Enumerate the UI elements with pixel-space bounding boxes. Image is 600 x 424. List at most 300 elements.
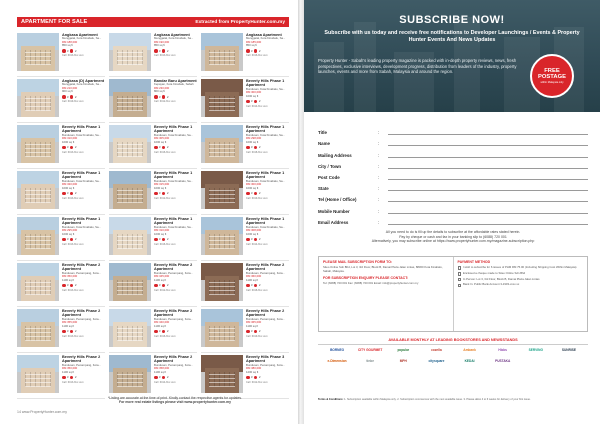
listing-info	[59, 263, 105, 304]
listing-info	[59, 171, 105, 212]
listing-info	[243, 125, 289, 166]
listing-size: 1100 sq ft	[246, 323, 259, 328]
listing-baths: 2	[74, 237, 77, 241]
listing-info	[151, 355, 197, 396]
listing-baths: 2	[74, 49, 77, 53]
listing-item[interactable]	[109, 123, 197, 169]
listing-photo	[201, 309, 243, 347]
listing-size: 1000 sq ft	[154, 231, 167, 236]
listing-size: 1000 sq ft	[154, 139, 167, 144]
bed-icon	[154, 191, 161, 196]
payment-option-label: Bank In: Public Bank Account 3-1903-xxxx-xx	[463, 282, 520, 287]
listing-contact: Call: 6012-8xx xxxx	[154, 196, 176, 200]
form-field-label: City / Town	[318, 163, 342, 169]
listing-photo	[109, 309, 151, 347]
bath-icon	[162, 145, 169, 150]
listing-photo	[201, 355, 243, 393]
listing-info	[151, 33, 197, 74]
listing-baths: 2	[258, 237, 261, 241]
listing-size: 1100 sq ft	[62, 369, 75, 374]
listing-beds: 3	[67, 237, 69, 241]
form-field-colon: :	[378, 208, 380, 214]
listing-title: Beverly Hills Phase 1 Apartment	[246, 79, 285, 88]
listing-photo	[17, 79, 59, 117]
listing-beds: 3	[67, 191, 69, 195]
listing-location: Bundusan, Kota Kinabalu, Sa...	[154, 132, 193, 137]
bed-icon	[246, 191, 253, 196]
form-field-colon: :	[378, 174, 380, 180]
listing-beds: 3	[159, 145, 161, 149]
listing-contact: Call: 6014-8xx xxxx	[246, 104, 268, 108]
listing-location: Bundusan, Penampang, Kota...	[246, 316, 285, 321]
page-number: 14 www.PropertyHunter.com.my	[17, 410, 67, 414]
form-field-input[interactable]	[388, 152, 588, 158]
listing-item[interactable]	[201, 353, 289, 399]
instruction-line: All you need to do is fill up the details to subscribe at the affordable rates stated herein.	[385, 230, 521, 234]
listing-baths: 2	[258, 191, 261, 195]
bed-icon	[62, 283, 69, 288]
listing-baths: 2	[166, 375, 169, 379]
listing-photo	[201, 125, 243, 163]
bed-icon	[62, 237, 69, 242]
listing-contact: Call: 6018-8xx xxxx	[246, 150, 268, 154]
listing-price: RM 345,000	[154, 274, 170, 279]
listing-photo	[17, 125, 59, 163]
listing-title: Beverly Hills Phase 1 Apartment	[154, 171, 193, 180]
bath-icon	[254, 49, 261, 53]
form-field-label: Mailing Address	[318, 152, 352, 158]
payment-option-label: In Person: Lot 3, 3rd Floor, Block B, Damai Plaza Jalan Lintas	[463, 276, 540, 281]
listing-baths: 2	[166, 237, 169, 241]
listing-beds: 3	[251, 191, 253, 195]
listing-price: RM 358,000	[154, 366, 170, 371]
subscribe-hero	[304, 0, 600, 112]
checkbox[interactable]	[458, 278, 462, 282]
form-row	[318, 214, 588, 225]
bath-icon	[70, 95, 77, 99]
payment-option[interactable]	[458, 278, 584, 282]
form-row	[318, 180, 588, 191]
listing-location: Menggatal, Kota Kinabalu, Sa...	[246, 36, 286, 41]
form-field-input[interactable]	[388, 163, 588, 169]
bath-icon	[254, 283, 261, 288]
listing-location: Menggatal, Kota Kinabalu, Sa...	[62, 82, 102, 87]
listing-contact: Call: 6012-8xx xxxx	[154, 100, 176, 104]
listing-size: 1000 sq ft	[62, 139, 75, 144]
listing-baths: 2	[258, 329, 261, 333]
listing-baths: 2	[166, 95, 169, 99]
listing-photo	[17, 33, 59, 71]
listing-photo	[17, 217, 59, 255]
badge-free: FREE	[544, 67, 560, 74]
listing-location: Bundusan, Kota Kinabalu, Sa...	[62, 178, 101, 183]
listing-beds: 3	[159, 95, 161, 99]
listing-location: Bundusan, Kota Kinabalu, Sa...	[246, 224, 285, 229]
form-field-label: Title	[318, 130, 327, 136]
listing-location: Bundusan, Kota Kinabalu, Sa...	[246, 132, 285, 137]
checkbox[interactable]	[458, 272, 462, 276]
bed-icon	[246, 375, 253, 380]
bed-icon	[154, 375, 161, 380]
listing-beds: 3	[67, 49, 69, 53]
listing-item[interactable]	[17, 261, 105, 307]
bath-icon	[70, 145, 77, 150]
listing-info	[243, 79, 289, 120]
payment-option[interactable]	[458, 266, 584, 270]
listing-size: 1100 sq ft	[154, 277, 167, 282]
listing-beds: 3	[67, 283, 69, 287]
listing-location: Bundusan, Penampang, Kota...	[154, 362, 193, 367]
bath-icon	[162, 49, 169, 53]
bath-icon	[254, 145, 261, 150]
form-field-colon: :	[378, 197, 380, 203]
listing-info	[243, 355, 289, 396]
bath-icon	[254, 375, 261, 380]
listing-item[interactable]	[109, 307, 197, 353]
bath-icon	[162, 283, 169, 288]
stockist-logo: e-Dimension	[327, 358, 347, 363]
listing-photo	[17, 171, 59, 209]
stockist-logo: Hicks	[498, 347, 507, 352]
listing-beds: 3	[251, 99, 253, 103]
listing-beds: 3	[159, 49, 161, 53]
bath-icon	[70, 283, 77, 288]
listing-title: Angkasa (D) Apartment	[62, 79, 105, 83]
stockist-logo: BORNEO	[330, 347, 345, 352]
listing-baths: 2	[258, 375, 261, 379]
listing-item[interactable]	[109, 353, 197, 399]
listing-contact: Call: 6019-8xx xxxx	[62, 100, 84, 104]
listing-price: RM 365,000	[246, 320, 262, 325]
listing-location: Bundusan, Penampang, Kota...	[246, 270, 285, 275]
stockist-logo: SUNRISE	[561, 347, 577, 352]
listing-title: Beverly Hills Phase 1 Apartment	[154, 125, 193, 134]
listing-photo	[201, 263, 243, 301]
listing-title: Beverly Hills Phase 1 Apartment	[246, 171, 285, 180]
listing-item[interactable]	[17, 123, 105, 169]
listing-location: Bundusan, Kota Kinabalu, Sa...	[62, 224, 101, 229]
bed-icon	[62, 329, 69, 334]
listing-photo	[109, 217, 151, 255]
listing-item[interactable]	[109, 261, 197, 307]
listing-beds: 3	[159, 237, 161, 241]
listing-contact: Call: 6013-8xx xxxx	[62, 288, 84, 292]
listing-info	[151, 171, 197, 212]
form-row	[318, 191, 588, 202]
listing-info	[243, 309, 289, 350]
listing-beds: 3	[251, 49, 253, 53]
listing-size: 1100 sq ft	[62, 323, 75, 328]
listing-info	[59, 355, 105, 396]
listing-beds: 3	[251, 237, 253, 241]
listing-location: Bundusan, Penampang, Kota...	[62, 316, 101, 321]
listing-photo	[109, 33, 151, 71]
listing-item[interactable]	[109, 169, 197, 215]
listing-item[interactable]	[17, 307, 105, 353]
form-field-input[interactable]	[388, 129, 588, 135]
listing-contact: Call: 6016-8xx xxxx	[154, 242, 176, 246]
listing-size: 1000 sq ft	[246, 185, 259, 190]
listing-title: Beverly Hills Phase 1 Apartment	[62, 171, 101, 180]
listing-info	[59, 33, 105, 74]
listing-title: Beverly Hills Phase 2 Apartment	[154, 263, 193, 272]
listing-price: RM 380,000	[246, 366, 262, 371]
enquiry-heading: FOR SUBSCRIPTION ENQUIRY PLEASE CONTACT:	[323, 276, 409, 281]
subscription-info-box	[318, 256, 588, 332]
listing-baths: 2	[74, 283, 77, 287]
listing-contact: Call: 6012-8xx xxxx	[154, 288, 176, 292]
bath-icon	[162, 375, 169, 380]
terms-text: 1. Subscription available within Malaysia only. 2. Subscription commences with the next available issue. 3. Please allow 4 to 6 weeks for delivery of your first issue.	[344, 398, 531, 401]
listing-baths: 2	[258, 145, 261, 149]
listing-size: 1100 sq ft	[154, 323, 167, 328]
bed-icon	[246, 99, 253, 104]
listing-baths: 2	[74, 145, 77, 149]
bed-icon	[154, 49, 161, 53]
form-field-input[interactable]	[388, 185, 588, 191]
listing-beds: 3	[159, 375, 161, 379]
bed-icon	[154, 145, 161, 150]
listing-footer	[60, 396, 290, 405]
listing-item[interactable]	[201, 123, 289, 169]
terms-conditions	[318, 398, 588, 401]
listing-title: Beverly Hills Phase 1 Apartment	[246, 125, 285, 134]
listing-location: Bundusan, Kota Kinabalu, Sa...	[62, 132, 101, 137]
stockist-logo: CITY GOURMET	[357, 347, 383, 352]
stockist-logos	[322, 346, 584, 364]
listing-location: Bundusan, Penampang, Kota...	[154, 316, 193, 321]
listing-item[interactable]	[109, 77, 197, 123]
listing-header-bar	[17, 17, 289, 27]
form-field-input[interactable]	[388, 174, 588, 180]
listing-location: Menggatal, Kota Kinabalu, Sa...	[62, 36, 102, 41]
form-field-input[interactable]	[388, 196, 588, 202]
listing-photo	[109, 125, 151, 163]
listing-contact: Call: 6016-8xx xxxx	[154, 150, 176, 154]
listing-beds: 3	[251, 145, 253, 149]
form-field-input[interactable]	[388, 219, 588, 225]
enquiry-contact: Tel: (6088) 720 001 Fax: (6088) 720 001 Email: info@propertyhunter.com.my	[323, 281, 419, 286]
listing-beds: 3	[67, 145, 69, 149]
listing-info	[59, 309, 105, 350]
listing-baths: 2	[166, 145, 169, 149]
listing-baths: 2	[74, 191, 77, 195]
listing-baths: 2	[258, 283, 261, 287]
form-field-colon: :	[378, 163, 380, 169]
listing-price: RM 185,000	[246, 39, 262, 44]
payment-heading: PAYMENT METHOD	[457, 260, 491, 264]
listing-contact: Call: 6014-8xx xxxx	[246, 242, 268, 246]
listing-size: 1100 sq ft	[154, 369, 167, 374]
checkbox[interactable]	[458, 266, 462, 270]
form-row	[318, 146, 588, 157]
form-field-colon: :	[378, 141, 380, 147]
subscription-page	[304, 0, 600, 424]
listing-beds: 3	[67, 329, 69, 333]
listing-price: RM 350,000	[62, 274, 78, 279]
listing-header-title: APARTMENT FOR SALE	[21, 19, 88, 25]
listing-item[interactable]	[17, 77, 105, 123]
listing-photo	[109, 79, 151, 117]
listing-item[interactable]	[201, 31, 289, 77]
listing-info	[59, 125, 105, 166]
bed-icon	[246, 283, 253, 288]
listing-price: RM 295,000	[62, 228, 78, 233]
listing-title: Angkasa Apartment	[62, 33, 98, 37]
listing-price: RM 310,000	[62, 136, 78, 141]
listing-beds: 3	[159, 329, 161, 333]
listing-contact: Call: 6013-8xx xxxx	[62, 380, 84, 384]
listing-title: Beverly Hills Phase 1 Apartment	[62, 125, 101, 134]
listing-contact: Call: 6013-8xx xxxx	[62, 196, 84, 200]
listing-size: 1200 sq ft	[246, 369, 259, 374]
subscribe-subtitle: Subscribe with us today and receive free notifications to Developer Launchings / Events & Property Hunter Events And News Updates	[324, 30, 580, 43]
listing-beds: 3	[159, 283, 161, 287]
listing-baths: 2	[166, 191, 169, 195]
bed-icon	[154, 95, 161, 99]
mail-info-column	[319, 257, 453, 331]
listing-beds: 3	[251, 329, 253, 333]
listing-size: 850 sq ft	[154, 43, 165, 48]
listing-item[interactable]	[109, 215, 197, 261]
listing-size: 1100 sq ft	[246, 277, 259, 282]
listing-contact: Call: 6018-8xx xxxx	[246, 288, 268, 292]
stockist-logo: PUSTAKA	[495, 358, 511, 363]
listing-location: Bundusan, Kota Kinabalu, Sa...	[246, 86, 285, 91]
listing-baths: 2	[166, 49, 169, 53]
listing-title: Beverly Hills Phase 2 Apartment	[62, 309, 101, 318]
listing-price: RM 308,000	[246, 228, 262, 233]
form-field-label: Email Address	[318, 219, 349, 225]
listing-location: Bundusan, Kota Kinabalu, Sa...	[246, 178, 285, 183]
form-field-colon: :	[378, 219, 380, 225]
listing-baths: 2	[74, 375, 77, 379]
listing-price: RM 300,000	[246, 182, 262, 187]
listing-item[interactable]	[109, 31, 197, 77]
listing-baths: 2	[74, 329, 77, 333]
listing-size: 800 sq ft	[154, 89, 165, 94]
bed-icon	[246, 237, 253, 242]
listing-info	[151, 79, 197, 120]
listing-photo	[109, 263, 151, 301]
bath-icon	[70, 49, 77, 53]
form-field-colon: :	[378, 152, 380, 158]
listing-item[interactable]	[201, 169, 289, 215]
subscription-instructions	[318, 230, 588, 244]
form-field-input[interactable]	[388, 208, 588, 214]
listing-photo	[201, 171, 243, 209]
listing-beds: 3	[67, 375, 69, 379]
form-row	[318, 202, 588, 213]
terms-label: Terms & Conditions:	[318, 398, 344, 401]
listing-contact: Call: 6019-8xx xxxx	[246, 196, 268, 200]
listing-size: 1000 sq ft	[246, 93, 259, 98]
listing-baths: 2	[166, 329, 169, 333]
listing-info	[243, 217, 289, 258]
listing-title: Beverly Hills Phase 2 Apartment	[62, 263, 101, 272]
free-postage-badge	[530, 54, 574, 98]
listing-contact: Call: 6014-8xx xxxx	[154, 380, 176, 384]
form-row	[318, 124, 588, 135]
listing-location: Bundusan, Kota Kinabalu, Sa...	[154, 178, 193, 183]
listing-photo	[17, 309, 59, 347]
listing-size: 1100 sq ft	[62, 277, 75, 282]
bed-icon	[62, 145, 69, 150]
payment-option[interactable]	[458, 283, 584, 287]
listing-grid	[17, 31, 289, 399]
bed-icon	[246, 145, 253, 150]
bath-icon	[70, 191, 77, 196]
stockist-logo: tinbe	[366, 358, 374, 363]
listing-size: 1000 sq ft	[62, 231, 75, 236]
form-field-input[interactable]	[388, 140, 588, 146]
listing-item[interactable]	[201, 77, 289, 123]
form-field-label: Tel (Home / Office)	[318, 197, 357, 203]
form-field-label: Mobile Number	[318, 208, 350, 214]
listing-beds: 3	[159, 191, 161, 195]
listing-price: RM 315,000	[154, 182, 170, 187]
listing-price: RM 298,000	[246, 136, 262, 141]
bed-icon	[246, 49, 253, 53]
bath-icon	[162, 191, 169, 196]
listing-contact: Call: 6013-8xx xxxx	[62, 54, 84, 58]
listing-baths: 2	[74, 95, 77, 99]
badge-postage: POSTAGE	[538, 74, 566, 81]
bath-icon	[254, 191, 261, 196]
badge-note: within Malaysia only	[540, 80, 564, 84]
listing-info	[151, 263, 197, 304]
listing-contact: Call: 6013-8xx xxxx	[154, 54, 176, 58]
payment-option-label: I wish to subscribe for 6 issues of PHM RM 75.00 (Including Shipping Cost Within Malaysia)	[463, 265, 577, 269]
listing-title: Beverly Hills Phase 2 Apartment	[62, 355, 101, 364]
listing-item[interactable]	[201, 215, 289, 261]
stockist-logo: KEDAI	[464, 358, 475, 363]
listing-size: 1000 sq ft	[154, 185, 167, 190]
bath-icon	[70, 237, 77, 242]
listing-location: Bundusan, Penampang, Kota...	[246, 362, 285, 367]
stockist-logo: MPH	[399, 358, 407, 363]
listing-location: Bundusan, Penampang, Kota...	[154, 270, 193, 275]
form-field-label: Name	[318, 141, 330, 147]
listing-price: RM 320,000	[62, 182, 78, 187]
listing-size: 850 sq ft	[246, 43, 257, 48]
listing-item[interactable]	[17, 215, 105, 261]
listing-header-source: Extracted from PropertyHunter.com.my	[195, 19, 285, 25]
listing-info	[59, 217, 105, 258]
listing-item[interactable]	[17, 169, 105, 215]
listing-info	[243, 171, 289, 212]
listing-item[interactable]	[201, 307, 289, 353]
instruction-line: Alternatively, you may subscribe online at https://www.propertyhunter.com.my/magazine-subscription.php	[371, 239, 535, 244]
bed-icon	[62, 95, 69, 99]
listing-item[interactable]	[201, 261, 289, 307]
listing-price: RM 300,000	[246, 90, 262, 95]
listing-title: Beverly Hills Phase 2 Apartment	[154, 355, 193, 364]
listing-title: Beverly Hills Phase 3 Apartment	[246, 355, 285, 364]
listing-item[interactable]	[17, 31, 105, 77]
listing-contact: Call: 6016-8xx xxxx	[154, 334, 176, 338]
bath-icon	[254, 329, 261, 334]
listing-item[interactable]	[17, 353, 105, 399]
listing-price: RM 305,000	[154, 136, 170, 141]
listing-title: Beverly Hills Phase 2 Apartment	[154, 309, 193, 318]
listing-title: Beverly Hills Phase 1 Apartment	[246, 217, 285, 226]
listing-location: Bundusan, Kota Kinabalu, Sa...	[154, 224, 193, 229]
listing-baths: 2	[166, 283, 169, 287]
checkbox[interactable]	[458, 284, 462, 288]
listing-contact: Call: 6013-8xx xxxx	[62, 334, 84, 338]
payment-option[interactable]	[458, 272, 584, 276]
